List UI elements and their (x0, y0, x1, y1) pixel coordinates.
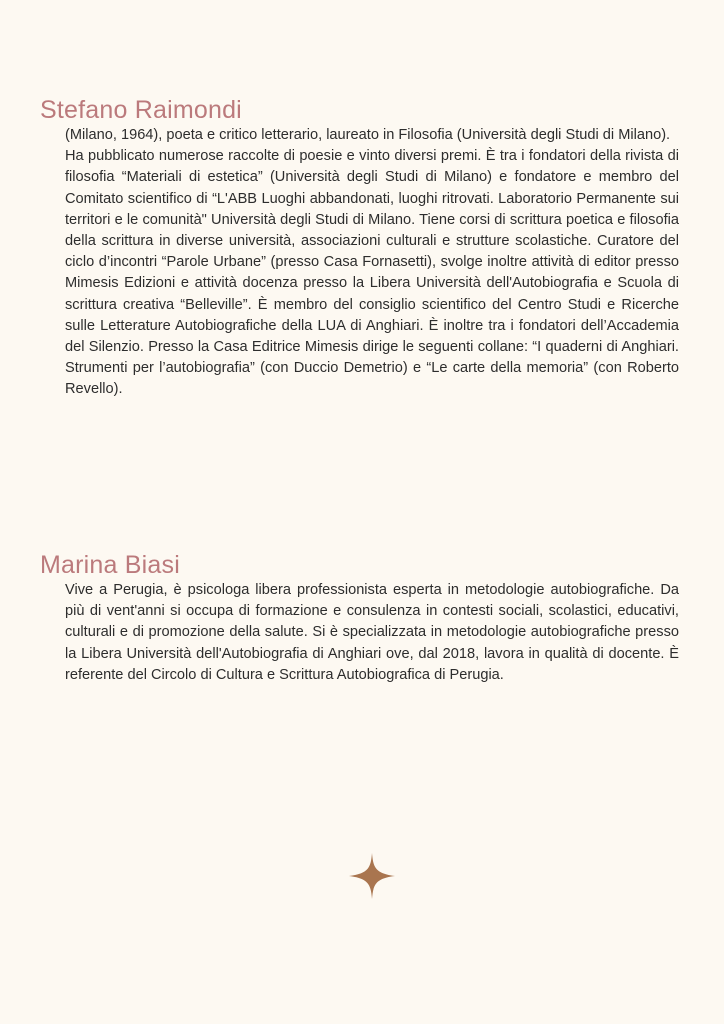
bio-paragraph: Ha pubblicato numerose raccolte di poesie e vinto diversi premi. È tra i fondatori della rivista di filosofia “Materiali di estetica” (Università degli Studi di Milano) e fondatore e membro del Comitato scientifico di “L'ABB Luoghi abbandonati, luoghi ritrovati. Laboratorio Permanente sui territori e le comunità" Università degli Studi di Milano. Tiene corsi di scrittura poetica e filosofia della scrittura in diverse università, associazioni culturali e strutture scolastiche. Curatore del ciclo d’incontri “Parole Urbane” (presso Casa Fornasetti), svolge inoltre attività di editor presso Mimesis Edizioni e attività docenza presso la Libera Università dell'Autobiografia e Scuola di scrittura creativa “Belleville”. È membro del consiglio scientifico del Centro Studi e Ricerche sulle Letterature Autobiografiche della LUA di Anghiari. È inoltre tra i fondatori dell’Accademia del Silenzio. Presso la Casa Editrice Mimesis dirige le seguenti collane: “I quaderni di Anghiari. Strumenti per l’autobiografia” (con Duccio Demetrio) e “Le carte della memoria” (con Roberto Revello). (65, 148, 679, 398)
bio-name-heading: Stefano Raimondi (40, 96, 242, 124)
bio-name-heading: Marina Biasi (40, 551, 180, 579)
bio-paragraph: (Milano, 1964), poeta e critico letterario, laureato in Filosofia (Università degli Studi di Milano). (65, 127, 671, 143)
bio-section-marina-biasi (40, 550, 679, 686)
bio-paragraph: Vive a Perugia, è psicologa libera professionista esperta in metodologie autobiografiche. Da più di vent'anni si occupa di formazione e consulenza in contesti sociali, scolastici, educativi, culturali e di promozione della salute. Si è specializzata in metodologie autobiografiche presso la Libera Università dell'Autobiografia di Anghiari ove, dal 2018, lavora in qualità di docente. È referente del Circolo di Cultura e Scrittura Autobiografica di Perugia. (65, 582, 679, 683)
four-point-star-icon (349, 853, 395, 899)
bio-section-stefano-raimondi (40, 95, 679, 401)
bio-text (65, 125, 679, 401)
bio-text (65, 580, 679, 686)
